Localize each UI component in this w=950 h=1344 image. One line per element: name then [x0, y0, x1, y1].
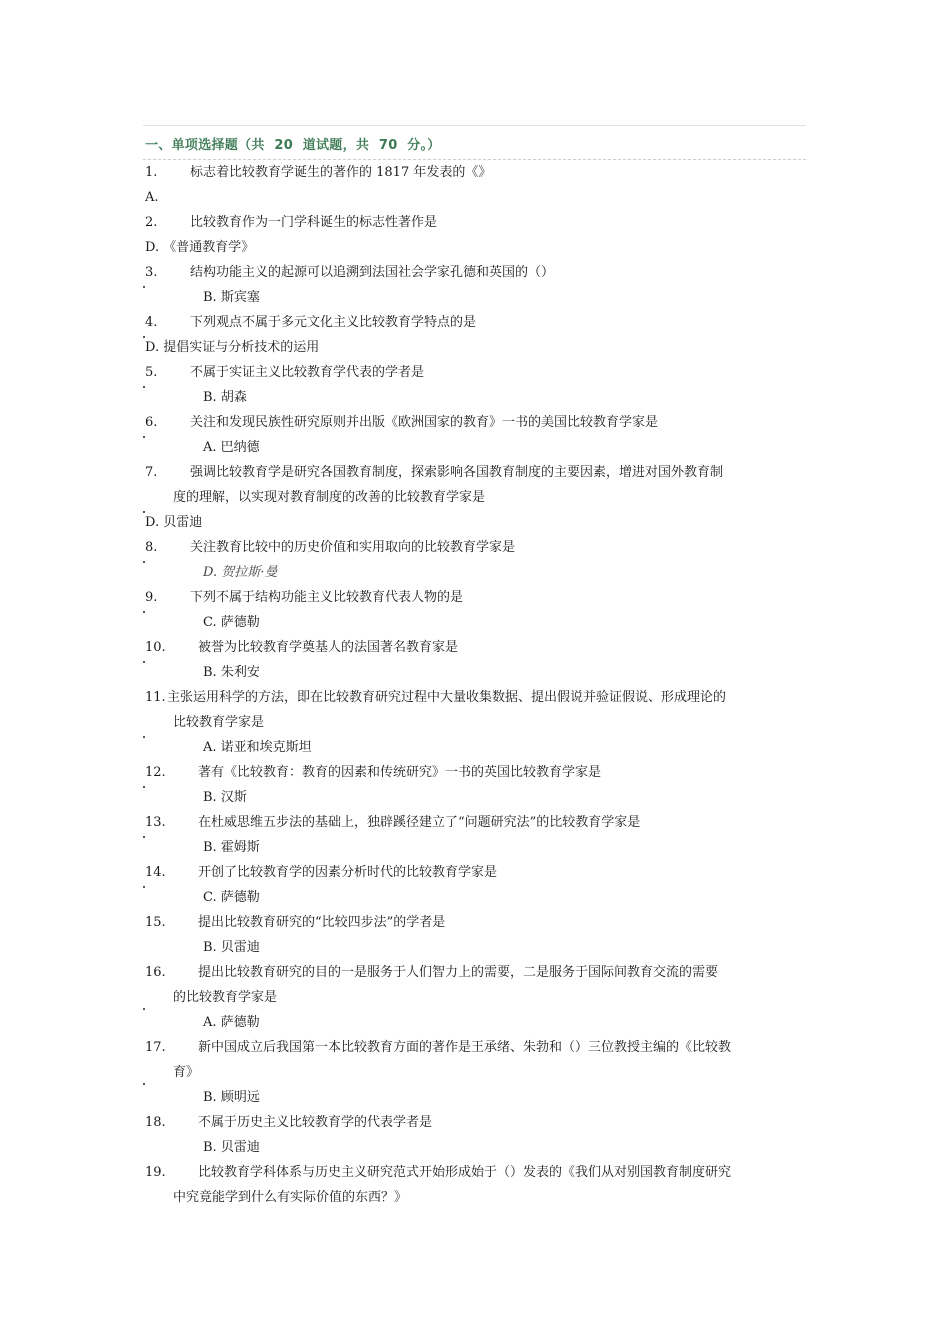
question-number: 10.: [145, 640, 166, 655]
question-number: 8.: [145, 540, 158, 555]
answer-18: B. 贝雷迪: [203, 1140, 260, 1155]
question-text: 被誉为比较教育学奠基人的法国著名教育家是: [198, 640, 459, 655]
bullet-dot: [143, 561, 145, 563]
question-text: 提出比较教育研究的“比较四步法”的学者是: [198, 915, 446, 930]
question-number: 3.: [145, 265, 158, 280]
answer-2: D. 《普通教育学》: [145, 240, 255, 255]
bullet-dot: [143, 1008, 145, 1010]
question-number: 9.: [145, 590, 158, 605]
question-number: 17.: [145, 1040, 166, 1055]
question-text: 强调比较教育学是研究各国教育制度，探索影响各国教育制度的主要因素，增进对国外教育制: [190, 465, 724, 480]
question-number: 12.: [145, 765, 166, 780]
answer-9: C. 萨德勒: [203, 615, 260, 630]
bullet-dot: [143, 736, 145, 738]
section-header: [143, 125, 806, 160]
answer-17: B. 顾明远: [203, 1090, 260, 1105]
question-text: 比较教育作为一门学科诞生的标志性著作是: [190, 215, 438, 230]
question-text: 在杜威思维五步法的基础上，独辟蹊径建立了“问题研究法”的比较教育学家是: [198, 815, 641, 830]
answer-7: D. 贝雷迪: [145, 515, 203, 530]
question-number: 1.: [145, 165, 158, 180]
bullet-dot: [143, 661, 145, 663]
bullet-dot: [143, 436, 145, 438]
question-number: 11.: [145, 690, 166, 705]
bullet-dot: [143, 511, 145, 513]
question-text: 新中国成立后我国第一本比较教育方面的著作是王承绪、朱勃和（）三位教授主编的《比较教: [198, 1040, 732, 1055]
question-text: 主张运用科学的方法，即在比较教育研究过程中大量收集数据、提出假说并验证假说、形成理论的: [167, 690, 727, 705]
answer-5: B. 胡森: [203, 390, 247, 405]
question-number: 13.: [145, 815, 166, 830]
answer-8: D. 贺拉斯·曼: [203, 565, 278, 580]
section-title: 一、单项选择题（共 20 道试题，共 70 分。）: [145, 138, 441, 153]
question-number: 15.: [145, 915, 166, 930]
question-text: 下列不属于结构功能主义比较教育代表人物的是: [190, 590, 464, 605]
question-number: 18.: [145, 1115, 166, 1130]
question-text: 不属于历史主义比较教育学的代表学者是: [198, 1115, 433, 1130]
question-number: 16.: [145, 965, 166, 980]
question-text: 标志着比较教育学诞生的著作的 1817 年发表的《》: [190, 165, 492, 180]
question-number: 14.: [145, 865, 166, 880]
answer-3: B. 斯宾塞: [203, 290, 260, 305]
question-number: 19.: [145, 1165, 166, 1180]
answer-12: B. 汉斯: [203, 790, 247, 805]
answer-4: D. 提倡实证与分析技术的运用: [145, 340, 320, 355]
bullet-dot: [143, 386, 145, 388]
answer-15: B. 贝雷迪: [203, 940, 260, 955]
question-text: 关注和发现民族性研究原则并出版《欧洲国家的教育》一书的美国比较教育学家是: [190, 415, 659, 430]
question-text: 关注教育比较中的历史价值和实用取向的比较教育学家是: [190, 540, 516, 555]
question-text: 开创了比较教育学的因素分析时代的比较教育学家是: [198, 865, 498, 880]
question-text-continued: 的比较教育学家是: [173, 990, 278, 1005]
bullet-dot: [143, 836, 145, 838]
bullet-dot: [143, 611, 145, 613]
question-text-continued: 中究竟能学到什么有实际价值的东西？》: [173, 1190, 408, 1205]
bullet-dot: [143, 336, 145, 338]
bullet-dot: [143, 786, 145, 788]
question-text: 著有《比较教育：教育的因素和传统研究》一书的英国比较教育学家是: [198, 765, 602, 780]
question-text: 比较教育学科体系与历史主义研究范式开始形成始于（）发表的《我们从对别国教育制度研究: [198, 1165, 732, 1180]
answer-13: B. 霍姆斯: [203, 840, 260, 855]
answer-1: A.: [145, 190, 159, 205]
answer-10: B. 朱利安: [203, 665, 260, 680]
question-text-continued: 度的理解，以实现对教育制度的改善的比较教育学家是: [173, 490, 486, 505]
question-number: 6.: [145, 415, 158, 430]
question-number: 4.: [145, 315, 158, 330]
question-number: 2.: [145, 215, 158, 230]
answer-16: A. 萨德勒: [203, 1015, 260, 1030]
answer-14: C. 萨德勒: [203, 890, 260, 905]
answer-11: A. 诺亚和埃克斯坦: [203, 740, 312, 755]
question-text: 不属于实证主义比较教育学代表的学者是: [190, 365, 425, 380]
question-text: 下列观点不属于多元文化主义比较教育学特点的是: [190, 315, 477, 330]
bullet-dot: [143, 1083, 145, 1085]
question-text-continued: 比较教育学家是: [173, 715, 265, 730]
answer-6: A. 巴纳德: [203, 440, 260, 455]
question-text: 提出比较教育研究的目的一是服务于人们智力上的需要，二是服务于国际间教育交流的需要: [198, 965, 719, 980]
question-text-continued: 育》: [173, 1065, 200, 1080]
question-text: 结构功能主义的起源可以追溯到法国社会学家孔德和英国的（）: [190, 265, 555, 280]
bullet-dot: [143, 886, 145, 888]
question-number: 7.: [145, 465, 158, 480]
bullet-dot: [143, 286, 145, 288]
question-number: 5.: [145, 365, 158, 380]
